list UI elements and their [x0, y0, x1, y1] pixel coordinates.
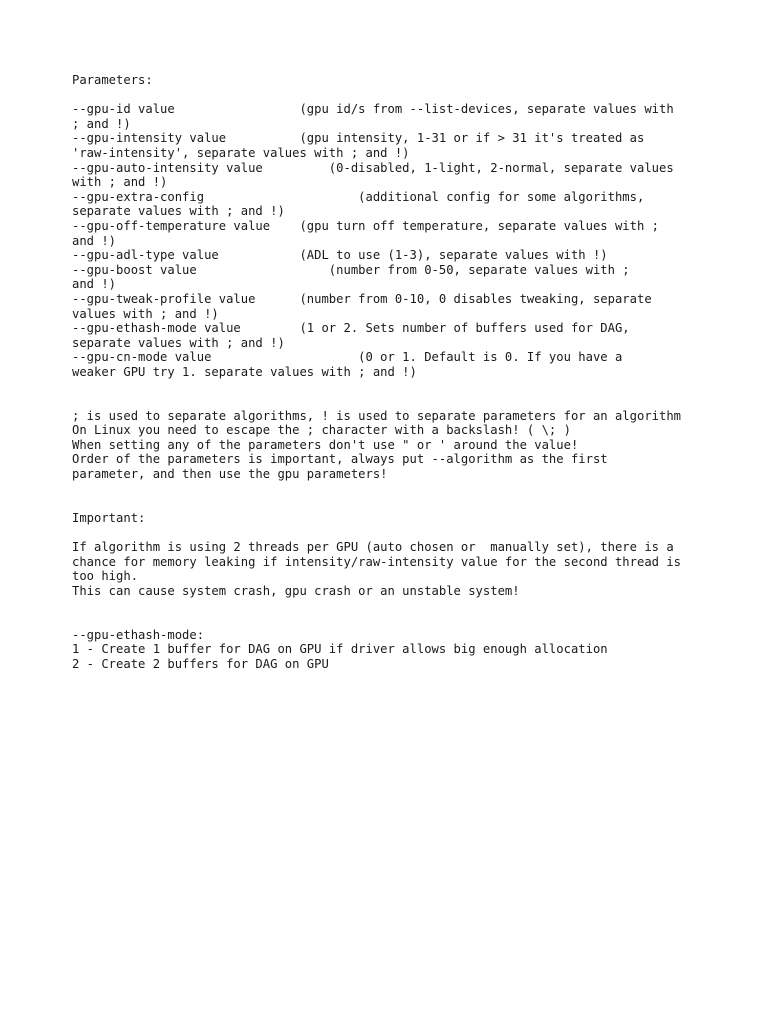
text-line: --gpu-adl-type value (ADL to use (1-3), separate values with !) [72, 248, 608, 263]
text-line: --gpu-off-temperature value (gpu turn off temperature, separate values with ; [72, 218, 659, 233]
text-line: with ; and !) [72, 175, 168, 190]
text-line: This can cause system crash, gpu crash or an unstable system! [72, 583, 520, 598]
blank-line [72, 482, 712, 497]
text-line: --gpu-extra-config (additional config for some algorithms, [72, 189, 645, 204]
text-line: --gpu-cn-mode value (0 or 1. Default is 0. If you have a [72, 350, 623, 365]
blank-line [72, 394, 712, 409]
text-line: --gpu-boost value (number from 0-50, separate values with ; [72, 262, 630, 277]
text-line: Important: [72, 510, 146, 525]
text-line: --gpu-ethash-mode: [72, 627, 205, 642]
text-line: If algorithm is using 2 threads per GPU (auto chosen or manually set), there is a [72, 540, 674, 554]
text-line: weaker GPU try 1. separate values with ; and !) [72, 364, 417, 379]
text-line: Order of the parameters is important, always put --algorithm as the first [72, 452, 608, 467]
document-page [72, 73, 712, 671]
text-line: --gpu-intensity value (gpu intensity, 1-31 or if > 31 it's treated as [72, 131, 645, 146]
text-line: and !) [72, 233, 117, 248]
text-line: 'raw-intensity', separate values with ; and !) [72, 145, 410, 160]
text-line: --gpu-id value (gpu id/s from --list-devices, separate values with [72, 102, 674, 117]
blank-line [72, 525, 712, 540]
text-line: ; and !) [72, 116, 131, 131]
text-line: chance for memory leaking if intensity/raw-intensity value for the second thread is [72, 554, 682, 569]
blank-line [72, 598, 712, 613]
blank-line [72, 379, 712, 394]
text-line: too high. [72, 569, 139, 584]
text-line: When setting any of the parameters don't use " or ' around the value! [72, 437, 579, 452]
text-line: Parameters: [72, 73, 153, 87]
text-line: and !) [72, 277, 117, 292]
text-line: values with ; and !) [72, 306, 219, 321]
blank-line [72, 613, 712, 628]
blank-line [72, 496, 712, 511]
blank-line [72, 88, 712, 103]
text-line: parameter, and then use the gpu parameters! [72, 467, 388, 482]
text-line: --gpu-ethash-mode value (1 or 2. Sets number of buffers used for DAG, [72, 321, 630, 336]
text-line: 2 - Create 2 buffers for DAG on GPU [72, 656, 329, 671]
text-line: --gpu-auto-intensity value (0-disabled, 1-light, 2-normal, separate values [72, 160, 674, 175]
text-line: separate values with ; and !) [72, 335, 285, 350]
text-line: 1 - Create 1 buffer for DAG on GPU if driver allows big enough allocation [72, 642, 608, 657]
text-line: ; is used to separate algorithms, ! is used to separate parameters for an algorithm [72, 408, 682, 423]
text-line: separate values with ; and !) [72, 204, 285, 219]
text-line: On Linux you need to escape the ; character with a backslash! ( \; ) [72, 423, 571, 438]
text-line: --gpu-tweak-profile value (number from 0-10, 0 disables tweaking, separate [72, 291, 652, 306]
